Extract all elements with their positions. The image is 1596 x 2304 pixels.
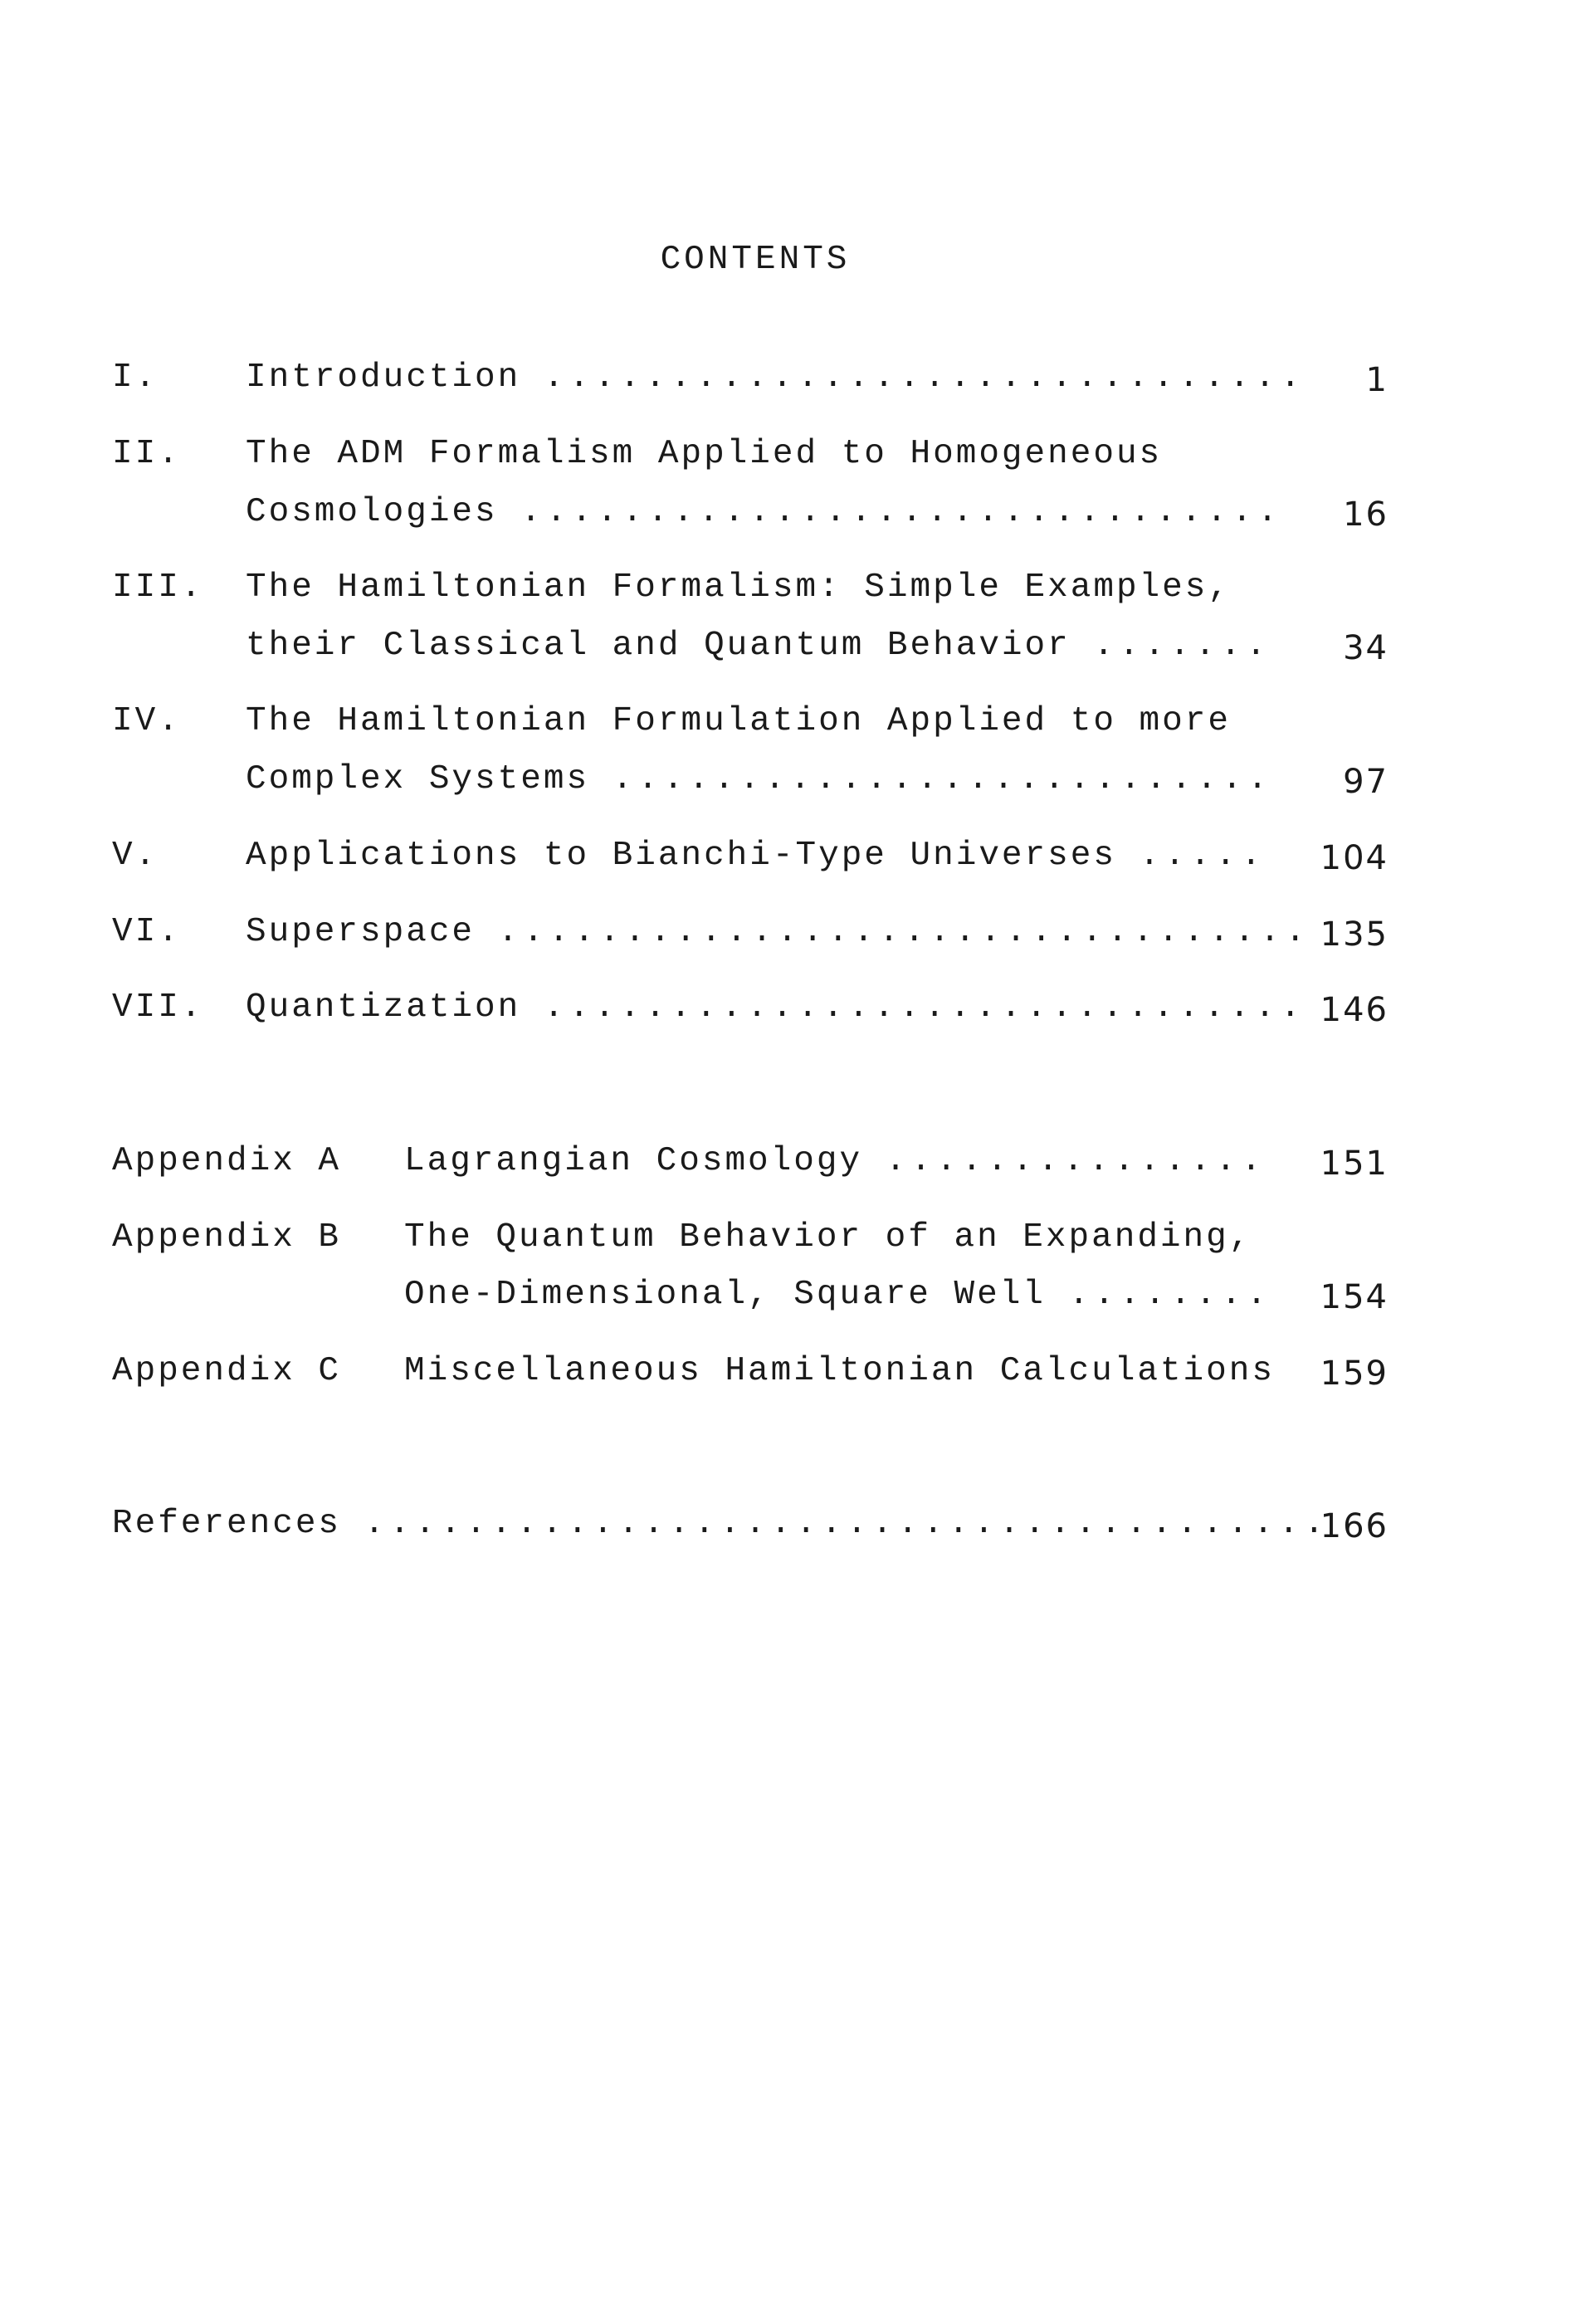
chapter-title: Applications to Bianchi-Type Universes ..... xyxy=(246,837,1267,875)
page-number: 154 xyxy=(1320,1278,1389,1316)
chapter-number: III. xyxy=(112,569,204,607)
leader-dots: ...................................... xyxy=(364,1505,1330,1543)
chapter-title-continued: Cosmologies .............................. xyxy=(246,493,1283,531)
leader-dots: .......................... xyxy=(612,760,1273,798)
leader-dots: ............... xyxy=(885,1142,1267,1180)
chapter-number: V. xyxy=(112,837,159,875)
chapter-title: Superspace ................................ xyxy=(246,913,1310,951)
leader-dots: .............................. xyxy=(543,359,1306,397)
leader-dots: ..... xyxy=(1139,837,1267,875)
leader-dots: .............................. xyxy=(520,493,1283,531)
appendix-title: Lagrangian Cosmology ............... xyxy=(404,1142,1267,1180)
chapter-title-continued: their Classical and Quantum Behavior ....... xyxy=(246,627,1271,665)
chapter-title: Introduction .............................. xyxy=(246,359,1306,397)
leader-dots: ....... xyxy=(1093,627,1271,665)
page-number: 1 xyxy=(1365,361,1389,399)
page-number: 159 xyxy=(1320,1355,1389,1393)
page-number: 146 xyxy=(1320,991,1389,1029)
references-entry: References ...................................... xyxy=(112,1505,1330,1543)
page-title: CONTENTS xyxy=(660,241,851,279)
page-number: 166 xyxy=(1320,1507,1389,1545)
page-number: 135 xyxy=(1320,915,1389,954)
chapter-number: II. xyxy=(112,435,181,473)
appendix-label: Appendix A xyxy=(112,1142,342,1180)
chapter-number: IV. xyxy=(112,702,181,740)
leader-dots: ........ xyxy=(1068,1276,1272,1314)
chapter-number: VI. xyxy=(112,913,181,951)
chapter-title: The ADM Formalism Applied to Homogeneous xyxy=(246,435,1163,473)
chapter-title: Quantization .............................. xyxy=(246,988,1306,1027)
appendix-label: Appendix B xyxy=(112,1218,342,1257)
chapter-number: VII. xyxy=(112,988,204,1027)
page-number: 151 xyxy=(1320,1145,1389,1183)
page-number: 34 xyxy=(1343,629,1389,667)
chapter-title: The Hamiltonian Formulation Applied to more xyxy=(246,702,1231,740)
chapter-number: I. xyxy=(112,359,159,397)
appendix-label: Appendix C xyxy=(112,1352,342,1390)
page-number: 16 xyxy=(1343,495,1389,534)
chapter-title-continued: Complex Systems .......................... xyxy=(246,760,1273,798)
appendix-title: The Quantum Behavior of an Expanding, xyxy=(404,1218,1252,1257)
chapter-title: The Hamiltonian Formalism: Simple Examples, xyxy=(246,569,1231,607)
leader-dots: ................................ xyxy=(497,913,1310,951)
appendix-title-continued: One-Dimensional, Square Well ........ xyxy=(404,1276,1272,1314)
page-number: 104 xyxy=(1320,839,1389,877)
page-number: 97 xyxy=(1343,763,1389,801)
appendix-title: Miscellaneous Hamiltonian Calculations xyxy=(404,1352,1275,1390)
leader-dots: .............................. xyxy=(543,988,1306,1027)
